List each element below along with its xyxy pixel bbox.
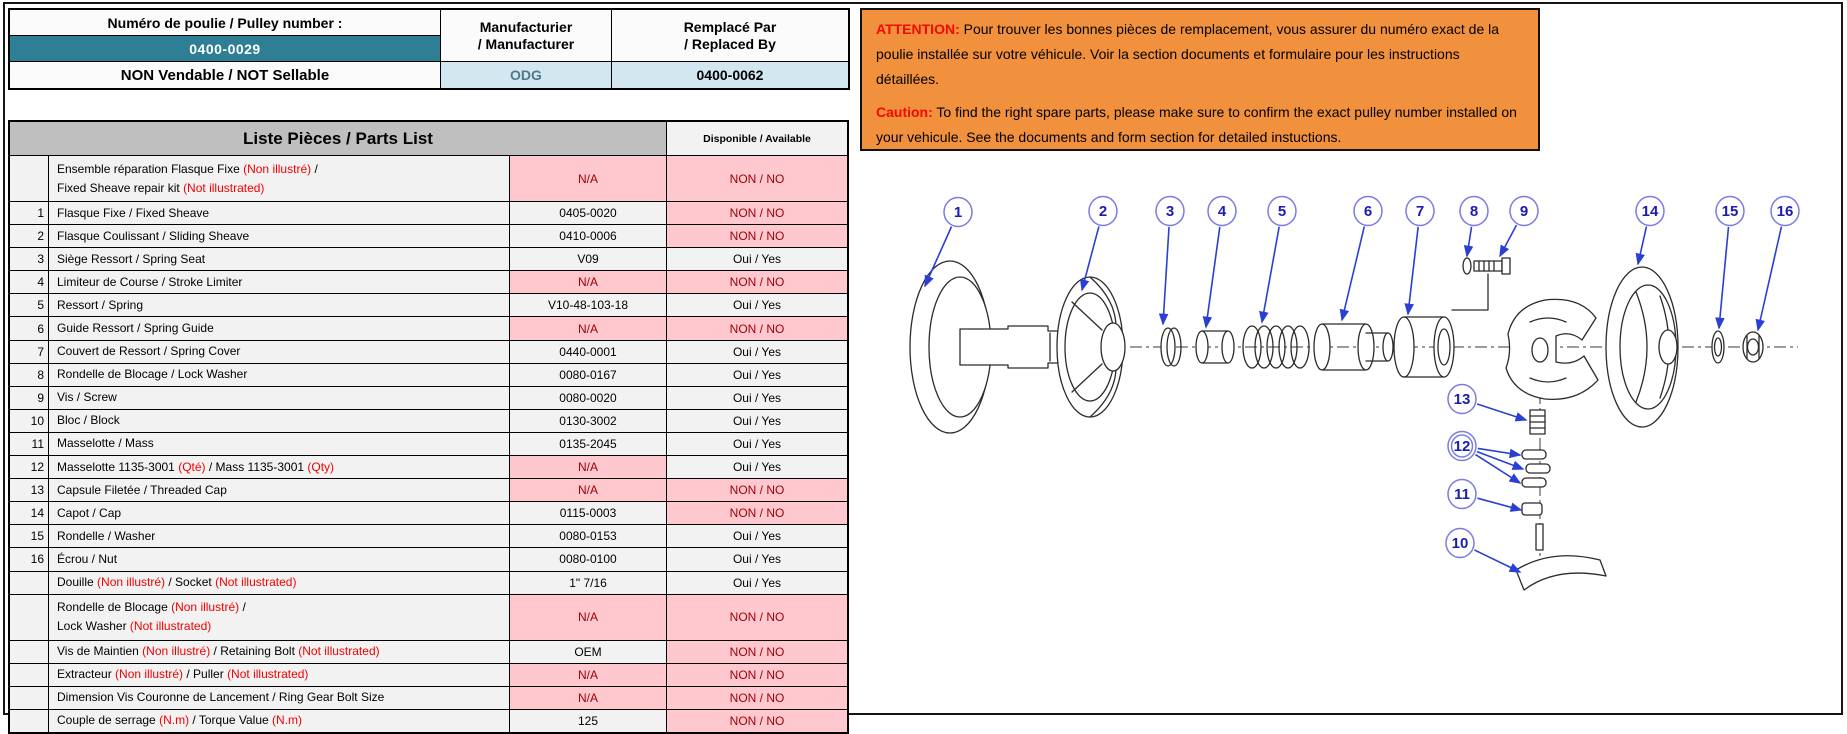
svg-text:9: 9 xyxy=(1519,203,1529,220)
svg-text:11: 11 xyxy=(1454,486,1470,503)
row-number xyxy=(10,664,48,686)
row-number: 15 xyxy=(10,525,48,547)
pulley-exploded-diagram xyxy=(855,160,1845,710)
callout-7 xyxy=(1406,197,1434,226)
row-part-number: N/A xyxy=(510,687,666,709)
part-block xyxy=(1516,556,1606,590)
svg-text:12: 12 xyxy=(1453,438,1471,455)
svg-text:2: 2 xyxy=(1098,203,1108,220)
attention-text: Pour trouver les bonnes pièces de remplacement, vous assurer du numéro exact de la poulie installée sur votre véhicule. Voir la section documents et formulaire pour les instructions détaillées. xyxy=(876,21,1500,87)
sellable-status: NON Vendable / NOT Sellable xyxy=(10,62,440,88)
notice-french xyxy=(876,17,1524,92)
callout-arrow-7 xyxy=(1408,227,1418,314)
callout-6 xyxy=(1354,197,1382,226)
row-number: 4 xyxy=(10,271,48,293)
svg-text:3: 3 xyxy=(1165,203,1175,220)
row-availability: NON / NO xyxy=(667,271,847,293)
row-part-number: 0080-0167 xyxy=(510,364,666,386)
row-part-number: 0080-0153 xyxy=(510,525,666,547)
callout-arrow-3 xyxy=(1163,227,1169,324)
callout-arrow-11 xyxy=(1477,498,1521,510)
callout-16 xyxy=(1771,197,1799,226)
callout-2 xyxy=(1089,197,1117,226)
svg-text:5: 5 xyxy=(1277,203,1287,220)
row-availability: NON / NO xyxy=(667,687,847,709)
row-number xyxy=(10,687,48,709)
part-washer xyxy=(1712,331,1724,363)
row-number: 14 xyxy=(10,502,48,524)
callout-11 xyxy=(1448,480,1476,509)
row-description: Douille (Non illustré) / Socket (Not illustrated) xyxy=(49,572,509,594)
svg-text:6: 6 xyxy=(1363,203,1373,220)
row-description: Bloc / Block xyxy=(49,410,509,432)
available-column-header: Disponible / Available xyxy=(667,122,847,155)
row-description: Masselotte 1135-3001 (Qté) / Mass 1135-3001 (Qty) xyxy=(49,456,509,478)
callout-4 xyxy=(1208,197,1236,226)
replaced-by-header xyxy=(612,10,848,61)
part-cap-sheave xyxy=(1606,267,1678,427)
row-availability: Oui / Yes xyxy=(667,433,847,455)
row-number: 6 xyxy=(10,317,48,339)
row-part-number: N/A xyxy=(510,595,666,640)
caution-text: To find the right spare parts, please make sure to confirm the exact pulley number installed on your vehicule. See the documents and form section for detailed instuctions. xyxy=(876,104,1517,145)
row-availability: Oui / Yes xyxy=(667,525,847,547)
row-part-number: 0115-0003 xyxy=(510,502,666,524)
manufacturer-header-line1: Manufacturier xyxy=(479,18,573,35)
notice-english xyxy=(876,100,1524,150)
row-availability: NON / NO xyxy=(667,479,847,501)
row-availability: NON / NO xyxy=(667,595,847,640)
callout-15 xyxy=(1716,197,1744,226)
manufacturer-header xyxy=(441,10,611,61)
row-availability: NON / NO xyxy=(667,156,847,201)
row-availability: Oui / Yes xyxy=(667,364,847,386)
pulley-number-value: 0400-0029 xyxy=(10,36,440,61)
replaced-by-header-line1: Remplacé Par xyxy=(683,18,777,35)
svg-text:4: 4 xyxy=(1217,203,1227,220)
row-description: Couvert de Ressort / Spring Cover xyxy=(49,341,509,363)
row-part-number: 0135-2045 xyxy=(510,433,666,455)
pulley-number-label: Numéro de poulie / Pulley number : xyxy=(10,10,440,35)
row-description: Ressort / Spring xyxy=(49,294,509,316)
row-part-number: 1" 7/16 xyxy=(510,572,666,594)
callout-9 xyxy=(1510,197,1538,226)
row-number: 9 xyxy=(10,387,48,409)
row-availability: Oui / Yes xyxy=(667,248,847,270)
row-number: 5 xyxy=(10,294,48,316)
replaced-by-header-line2: / Replaced By xyxy=(684,35,776,52)
row-availability: NON / NO xyxy=(667,664,847,686)
svg-text:15: 15 xyxy=(1721,203,1739,220)
row-description: Siège Ressort / Spring Seat xyxy=(49,248,509,270)
row-availability: NON / NO xyxy=(667,710,847,732)
callout-arrow-14 xyxy=(1638,227,1646,264)
row-description: Flasque Fixe / Fixed Sheave xyxy=(49,202,509,224)
callout-12 xyxy=(1448,432,1476,461)
callout-14 xyxy=(1636,197,1664,226)
callout-10 xyxy=(1446,529,1474,558)
row-part-number: N/A xyxy=(510,156,666,201)
row-part-number: N/A xyxy=(510,456,666,478)
attention-label: ATTENTION: xyxy=(876,21,960,37)
row-part-number: N/A xyxy=(510,317,666,339)
callout-arrow-9 xyxy=(1500,225,1516,256)
callout-3 xyxy=(1156,197,1184,226)
row-description: Dimension Vis Couronne de Lancement / Ring Gear Bolt Size xyxy=(49,687,509,709)
row-number: 10 xyxy=(10,410,48,432)
row-number: 11 xyxy=(10,433,48,455)
row-description: Extracteur (Non illustré) / Puller (Not illustrated) xyxy=(49,664,509,686)
row-number: 12 xyxy=(10,456,48,478)
row-number: 3 xyxy=(10,248,48,270)
svg-text:14: 14 xyxy=(1641,203,1659,220)
row-description: Guide Ressort / Spring Guide xyxy=(49,317,509,339)
row-part-number: N/A xyxy=(510,664,666,686)
row-description: Flasque Coulissant / Sliding Sheave xyxy=(49,225,509,247)
row-part-number: OEM xyxy=(510,641,666,663)
row-availability: NON / NO xyxy=(667,225,847,247)
row-availability: Oui / Yes xyxy=(667,410,847,432)
row-description: Écrou / Nut xyxy=(49,548,509,570)
row-availability: Oui / Yes xyxy=(667,572,847,594)
row-availability: NON / NO xyxy=(667,317,847,339)
row-description: Vis / Screw xyxy=(49,387,509,409)
row-availability: NON / NO xyxy=(667,641,847,663)
replaced-by-value: 0400-0062 xyxy=(612,62,848,88)
row-part-number: V09 xyxy=(510,248,666,270)
part-pin xyxy=(1536,524,1543,550)
row-part-number: 0080-0100 xyxy=(510,548,666,570)
callout-arrow-13 xyxy=(1477,404,1526,420)
manufacturer-header-line2: / Manufacturer xyxy=(477,35,575,52)
callout-5 xyxy=(1268,197,1296,226)
part-lock-washer-and-screw xyxy=(1452,258,1510,310)
row-number: 1 xyxy=(10,202,48,224)
part-block-mass-assembly xyxy=(1506,299,1598,399)
row-description: Couple de serrage (N.m) / Torque Value (N.m) xyxy=(49,710,509,732)
row-availability: Oui / Yes xyxy=(667,456,847,478)
row-availability: NON / NO xyxy=(667,502,847,524)
row-number: 2 xyxy=(10,225,48,247)
part-masses xyxy=(1522,450,1550,487)
row-description: Rondelle / Washer xyxy=(49,525,509,547)
manufacturer-value: ODG xyxy=(441,62,611,88)
row-part-number: 0130-3002 xyxy=(510,410,666,432)
row-availability: Oui / Yes xyxy=(667,387,847,409)
row-description: Masselotte / Mass xyxy=(49,433,509,455)
svg-text:13: 13 xyxy=(1453,391,1471,408)
row-number xyxy=(10,156,48,201)
callout-arrow-8 xyxy=(1467,227,1472,256)
row-number: 13 xyxy=(10,479,48,501)
part-threaded-cap xyxy=(1530,410,1545,434)
row-number xyxy=(10,572,48,594)
caution-label: Caution: xyxy=(876,104,933,120)
row-part-number: 0405-0020 xyxy=(510,202,666,224)
caution-notice xyxy=(860,8,1540,151)
callout-1 xyxy=(944,198,972,227)
svg-text:7: 7 xyxy=(1415,203,1425,220)
row-part-number: 125 xyxy=(510,710,666,732)
svg-text:1: 1 xyxy=(953,204,963,221)
row-part-number: N/A xyxy=(510,271,666,293)
svg-text:16: 16 xyxy=(1776,203,1794,220)
row-availability: Oui / Yes xyxy=(667,294,847,316)
callout-13 xyxy=(1448,385,1476,414)
callout-arrow-5 xyxy=(1262,227,1279,322)
row-description: Ensemble réparation Flasque Fixe (Non illustré) / Fixed Sheave repair kit (Not illustrated) xyxy=(49,156,509,201)
row-description: Limiteur de Course / Stroke Limiter xyxy=(49,271,509,293)
parts-list-title: Liste Pièces / Parts List xyxy=(10,122,666,155)
row-availability: Oui / Yes xyxy=(667,548,847,570)
callout-arrow-4 xyxy=(1206,227,1220,327)
row-number xyxy=(10,595,48,640)
part-mass-single xyxy=(1522,503,1542,515)
row-part-number: N/A xyxy=(510,479,666,501)
callout-arrow-15 xyxy=(1719,227,1729,328)
pulley-header-table xyxy=(8,8,850,90)
row-number: 7 xyxy=(10,341,48,363)
row-part-number: 0440-0001 xyxy=(510,341,666,363)
row-part-number: 0410-0006 xyxy=(510,225,666,247)
callout-arrow-16 xyxy=(1758,227,1781,330)
svg-text:8: 8 xyxy=(1469,203,1479,220)
row-description: Capsule Filetée / Threaded Cap xyxy=(49,479,509,501)
row-number: 16 xyxy=(10,548,48,570)
callout-arrow-10 xyxy=(1474,550,1520,572)
part-fixed-sheave xyxy=(910,261,1074,433)
row-part-number: V10-48-103-18 xyxy=(510,294,666,316)
row-part-number: 0080-0020 xyxy=(510,387,666,409)
row-description: Capot / Cap xyxy=(49,502,509,524)
row-description: Rondelle de Blocage (Non illustré) / Lock Washer (Not illustrated) xyxy=(49,595,509,640)
row-availability: NON / NO xyxy=(667,202,847,224)
part-nut xyxy=(1743,332,1763,362)
row-number: 8 xyxy=(10,364,48,386)
svg-text:10: 10 xyxy=(1451,535,1469,552)
callout-8 xyxy=(1460,197,1488,226)
row-number xyxy=(10,641,48,663)
callout-arrow-6 xyxy=(1342,227,1364,320)
part-sliding-sheave xyxy=(1057,277,1125,417)
row-description: Rondelle de Blocage / Lock Washer xyxy=(49,364,509,386)
row-availability: Oui / Yes xyxy=(667,341,847,363)
parts-table xyxy=(8,120,849,734)
row-description: Vis de Maintien (Non illustré) / Retaining Bolt (Not illustrated) xyxy=(49,641,509,663)
